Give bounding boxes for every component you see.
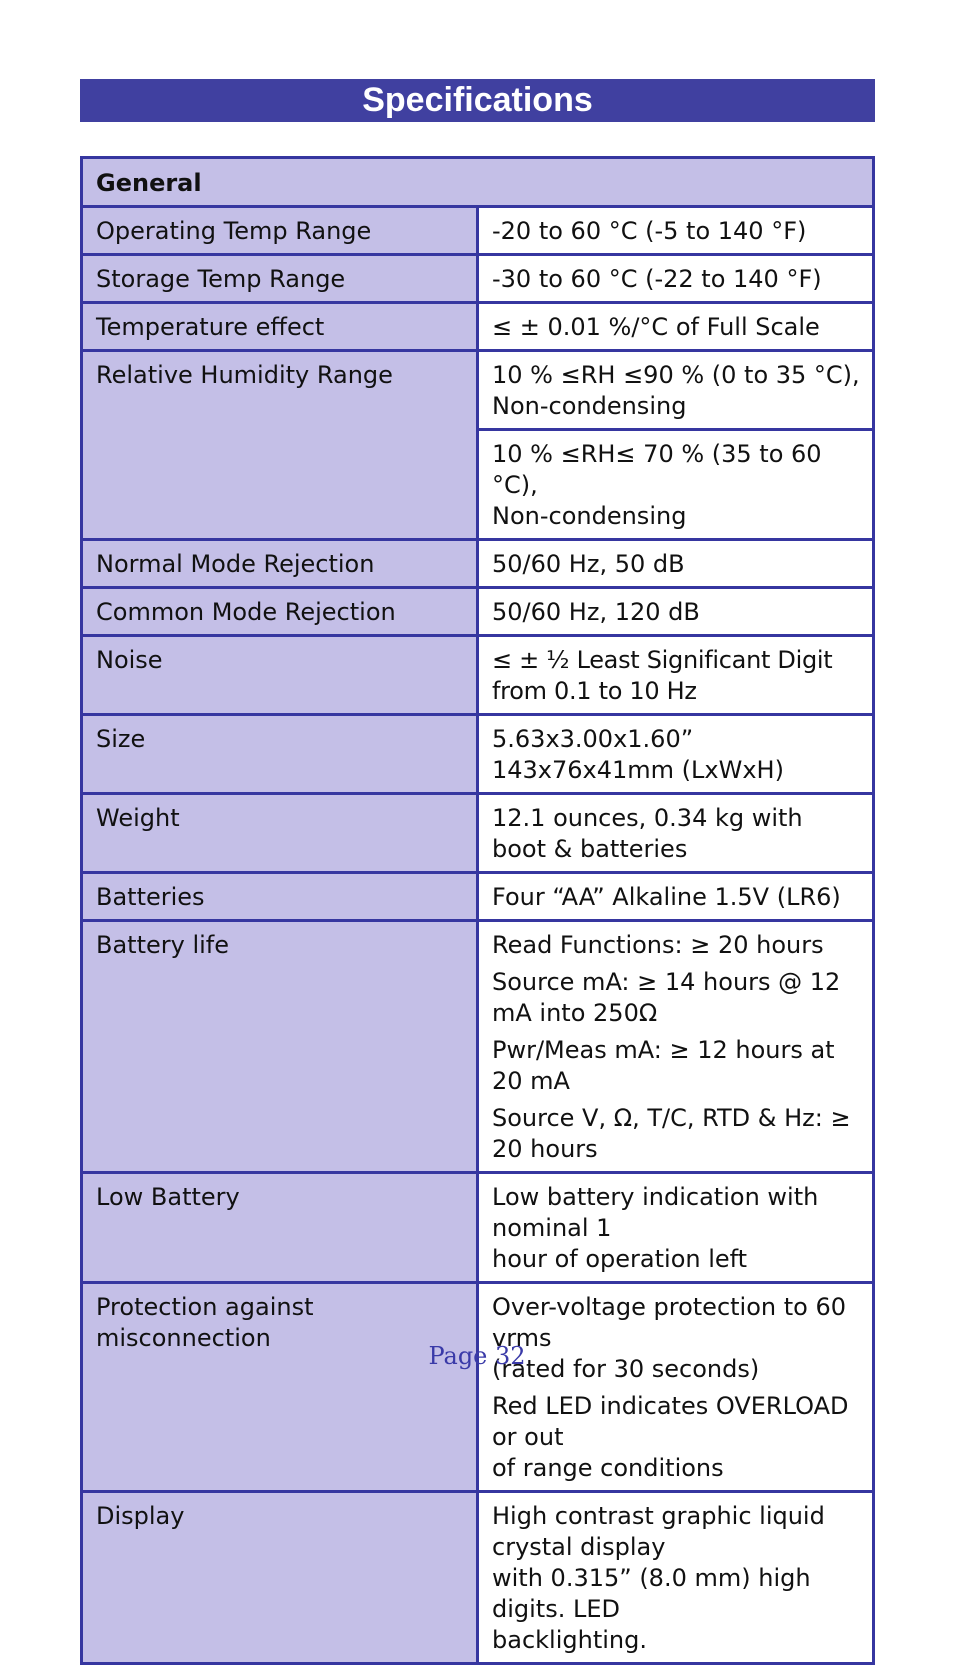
value-line: Source V, Ω, T/C, RTD & Hz: ≥ 20 hours [492,1104,851,1163]
row-value: -30 to 60 °C (-22 to 140 °F) [478,255,874,303]
row-label: Battery life [82,921,478,1173]
value-line: Source mA: ≥ 14 hours @ 12 mA into 250Ω [492,968,841,1027]
row-label: Low Battery [82,1173,478,1283]
value-line: with 0.315” (8.0 mm) high digits. LED [492,1564,811,1623]
row-value [478,1173,874,1283]
value-line: Non-condensing [492,392,687,420]
table-row [82,873,874,921]
value-line: of range conditions [492,1454,724,1482]
page-number: Page 32 [428,1342,526,1370]
value-line: (rated for 30 seconds) [492,1355,760,1383]
table-row [82,588,874,636]
row-label: Protection against misconnection [82,1283,478,1492]
value-line: Red LED indicates OVERLOAD or out [492,1392,849,1451]
table-row [82,1173,874,1283]
section-row [82,158,874,207]
row-label: Weight [82,794,478,873]
row-value: Four “AA” Alkaline 1.5V (LR6) [478,873,874,921]
table-row [82,255,874,303]
value-line: backlighting. [492,1626,647,1654]
row-value: -20 to 60 °C (-5 to 140 °F) [478,207,874,255]
row-label: Size [82,715,478,794]
value-line: 10 % ≤RH ≤90 % (0 to 35 °C), [492,361,860,389]
row-value [478,1492,874,1664]
table-row [82,1283,874,1492]
value-line: Non-condensing [492,502,687,530]
row-label: Common Mode Rejection [82,588,478,636]
row-label: Noise [82,636,478,715]
value-line: Pwr/Meas mA: ≥ 12 hours at 20 mA [492,1036,835,1095]
table-row [82,207,874,255]
table-row [82,303,874,351]
row-value: 5.63x3.00x1.60” 143x76x41mm (LxWxH) [478,715,874,794]
row-value: 50/60 Hz, 50 dB [478,540,874,588]
value-line: Low battery indication with nominal 1 [492,1183,819,1242]
value-line: Over-voltage protection to 60 vrms [492,1293,846,1352]
row-value [478,1283,874,1492]
row-value: ≤ ± ½ Least Significant Digit from 0.1 to 10 Hz [478,636,874,715]
value-line: Read Functions: ≥ 20 hours [492,931,824,959]
table-row [82,540,874,588]
value-line: High contrast graphic liquid crystal display [492,1502,825,1561]
table-row [82,351,874,430]
value-line: hour of operation left [492,1245,748,1273]
row-value: ≤ ± 0.01 %/°C of Full Scale [478,303,874,351]
row-value [478,430,874,540]
specifications-table [80,156,875,1665]
table-row [82,921,874,1173]
row-label: Storage Temp Range [82,255,478,303]
row-label: Temperature effect [82,303,478,351]
row-value: 12.1 ounces, 0.34 kg with boot & batteries [478,794,874,873]
page-title: Specifications [80,79,875,122]
row-label: Normal Mode Rejection [82,540,478,588]
value-line: 10 % ≤RH≤ 70 % (35 to 60 °C), [492,440,822,499]
row-value: 50/60 Hz, 120 dB [478,588,874,636]
table-row [82,794,874,873]
row-label: Batteries [82,873,478,921]
row-label: Display [82,1492,478,1664]
table-row [82,636,874,715]
table-row [82,1492,874,1664]
table-row [82,715,874,794]
row-label: Relative Humidity Range [82,351,478,540]
row-value [478,351,874,430]
row-value [478,921,874,1173]
section-heading: General [82,158,874,207]
row-label: Operating Temp Range [82,207,478,255]
